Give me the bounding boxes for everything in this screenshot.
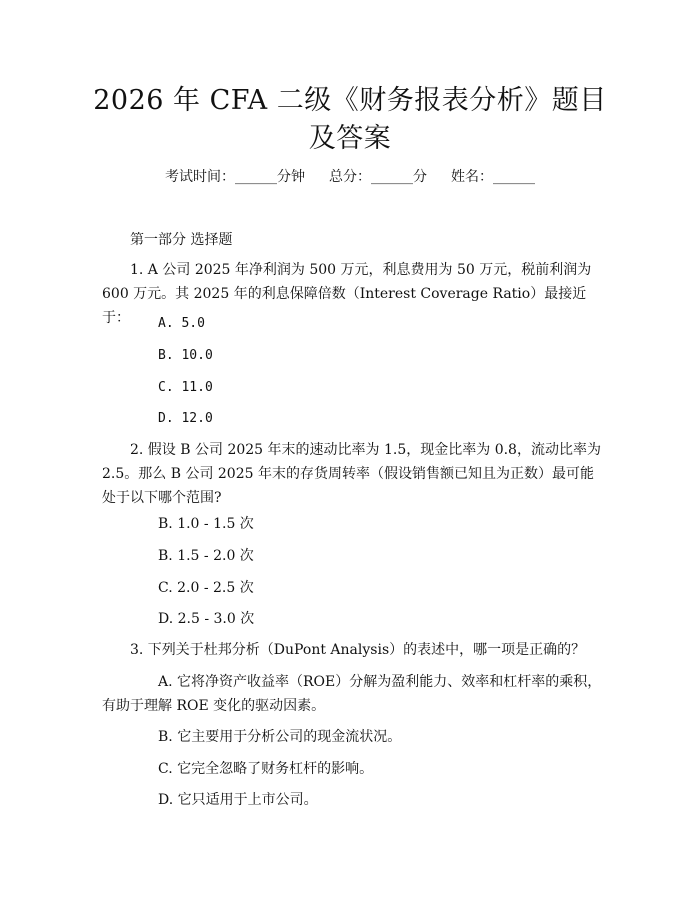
question-3-option-d: D. 它只适用于上市公司。 — [158, 792, 318, 808]
question-3-option-a: A. 它将净资产收益率（ROE）分解为盈利能力、效率和杠杆率的乘积，有助于理解 ROE 变化的驱动因素。 — [102, 674, 602, 714]
question-2-text: 2. 假设 B 公司 2025 年末的速动比率为 1.5，现金比率为 0.8，流动比率为 2.5。那么 B 公司 2025 年末的存货周转率（假设销售额已知且为正数）最可能处于以下哪个范围? — [102, 442, 601, 506]
question-2-option-d: D. 2.5 - 3.0 次 — [158, 611, 255, 627]
question-2-option-c: C. 2.0 - 2.5 次 — [158, 580, 254, 596]
exam-info-line — [0, 167, 700, 187]
exam-time-field: 考试时间：______分钟 — [165, 169, 305, 185]
total-score-field: 总分：______分 — [329, 169, 427, 185]
question-1-option-b: B. 10.0 — [158, 348, 213, 363]
document-title: 2026 年 CFA 二级《财务报表分析》题目及答案 — [93, 85, 607, 154]
question-2-option-a: B. 1.0 - 1.5 次 — [158, 516, 254, 532]
name-field: 姓名：______ — [451, 169, 535, 185]
question-2-option-b: B. 1.5 - 2.0 次 — [158, 548, 254, 564]
question-1-text: 1. A 公司 2025 年净利润为 500 万元，利息费用为 50 万元，税前利润为 600 万元。其 2025 年的利息保障倍数（Interest Coverage Ratio）最接近于： — [102, 262, 592, 326]
question-1-option-a: A. 5.0 — [158, 316, 205, 331]
question-1-option-c: C. 11.0 — [158, 380, 213, 395]
section-title: 第一部分 选择题 — [130, 232, 233, 248]
question-3-option-c: C. 它完全忽略了财务杠杆的影响。 — [158, 761, 374, 777]
question-3-option-b: B. 它主要用于分析公司的现金流状况。 — [158, 729, 402, 745]
question-1-option-d: D. 12.0 — [158, 411, 213, 426]
question-3-text: 3. 下列关于杜邦分析（DuPont Analysis）的表述中，哪一项是正确的？ — [130, 642, 586, 658]
